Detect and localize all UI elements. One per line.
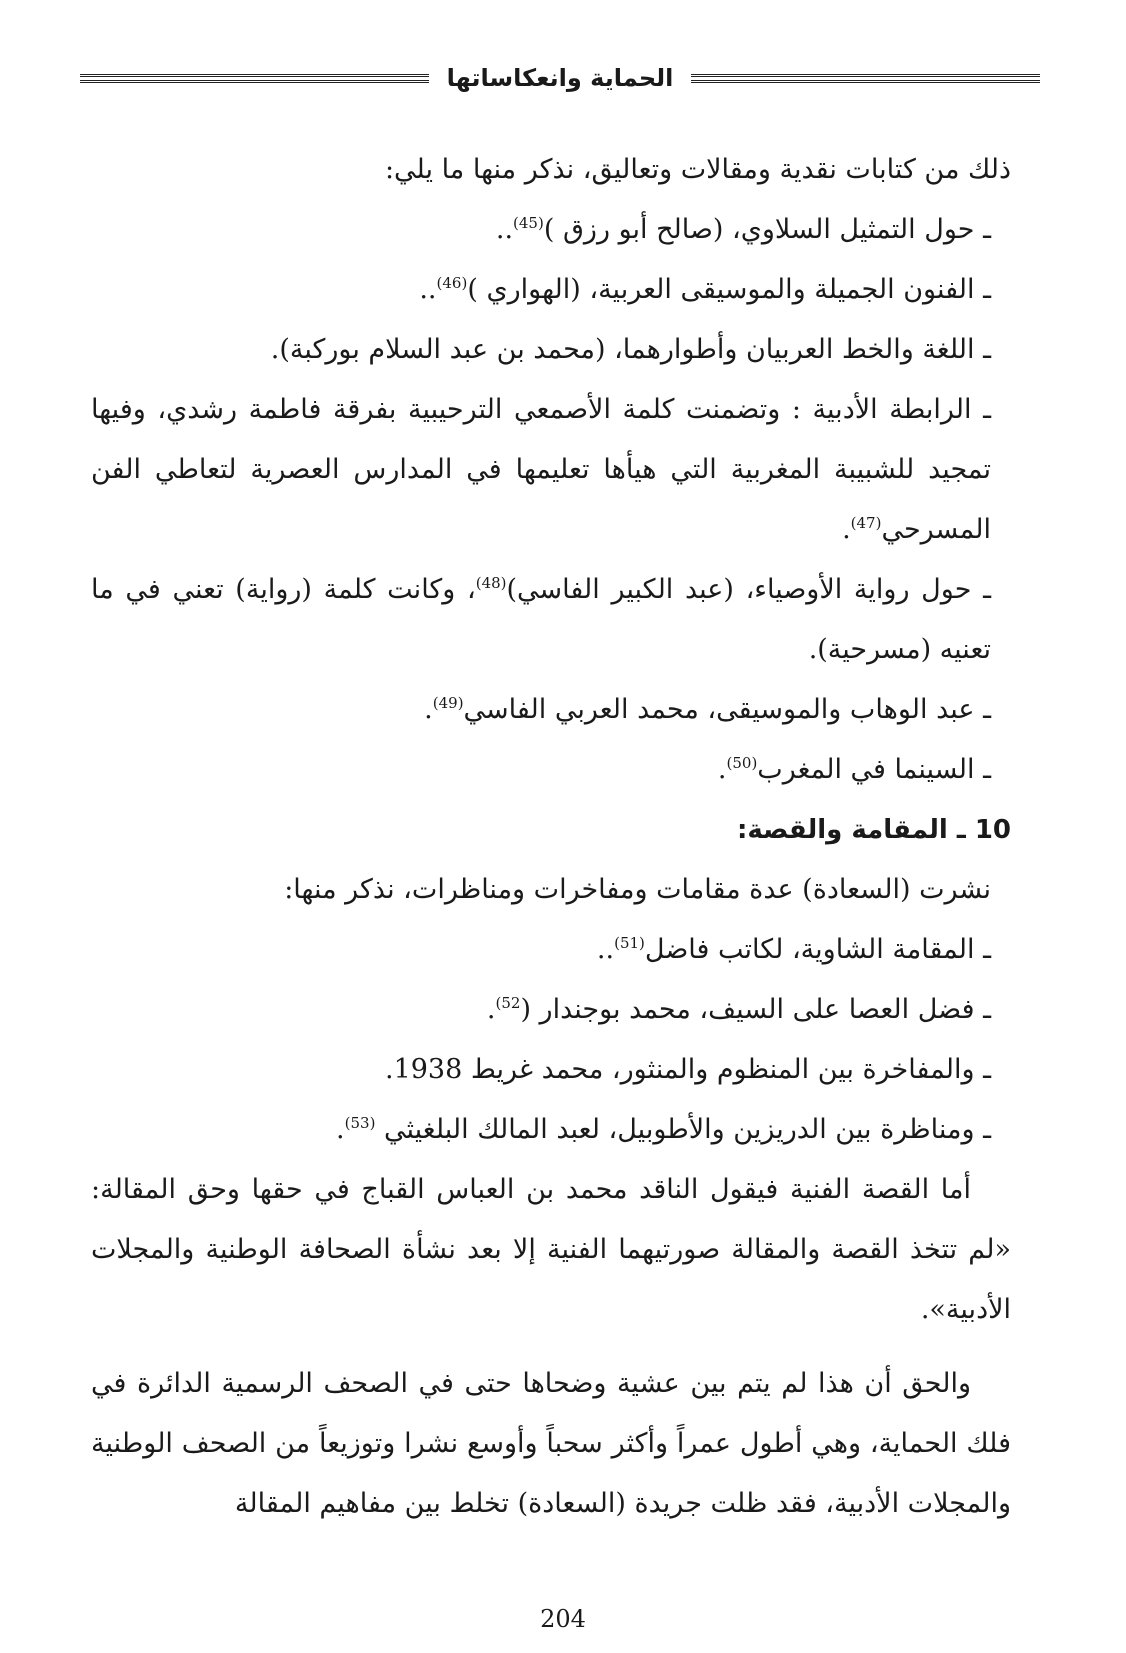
item-text: ـ المقامة الشاوية، لكاتب فاضل bbox=[644, 934, 991, 965]
section-heading: 10 ـ المقامة والقصة: bbox=[736, 815, 1011, 845]
list-item: ـ والمفاخرة بين المنظوم والمنثور، محمد غريط 1938. bbox=[384, 1054, 991, 1085]
footnote-ref: (53) bbox=[344, 1114, 376, 1132]
item-punct: . bbox=[336, 1114, 345, 1145]
paragraph: والحق أن هذا لم يتم بين عشية وضحاها حتى في الصحف الرسمية الدائرة في فلك الحماية، وهي أطول عمراً وأكثر سحباً وأوسع نشرا وتوزيعاً من الصحف الوطنية والمجلات الأدبية، فقد ظلت جريدة (السعادة) تخلط بين مفاهيم المقالة bbox=[91, 1368, 1011, 1519]
body-text bbox=[91, 140, 1011, 1534]
item-text: ـ عبد الوهاب والموسيقى، محمد العربي الفاسي bbox=[463, 694, 991, 725]
page-number: 204 bbox=[540, 1605, 586, 1633]
item-punct: . bbox=[486, 994, 496, 1025]
list-item bbox=[91, 560, 1011, 680]
list-item bbox=[91, 200, 1011, 260]
item-text: ـ الفنون الجميلة والموسيقى العربية، (الهواري ) bbox=[467, 274, 991, 305]
item-text-cont: ، وكانت كلمة (رواية) تعني في ما تعنيه (مسرحية). bbox=[91, 574, 991, 665]
header-rule-left bbox=[80, 74, 429, 83]
footnote-ref: (49) bbox=[432, 694, 464, 712]
item-punct: . bbox=[842, 514, 851, 545]
list-item bbox=[91, 680, 1011, 740]
item-punct: .. bbox=[495, 214, 514, 245]
footnote-ref: (45) bbox=[513, 214, 544, 232]
item-text: ـ الرابطة الأدبية : وتضمنت كلمة الأصمعي الترحيبية بفرقة فاطمة رشدي، وفيها تمجيد للشبيبة المغربية التي هيأها تعليمها في المدارس العصرية لتعاطي الفن المسرحي bbox=[91, 394, 991, 545]
item-text: ـ حول التمثيل السلاوي، (صالح أبو رزق ) bbox=[543, 214, 991, 245]
running-header bbox=[80, 58, 1040, 98]
item-punct: . bbox=[424, 694, 433, 725]
footnote-ref: 52) bbox=[495, 994, 521, 1012]
list-item: ـ اللغة والخط العربيان وأطوارهما، (محمد بن عبد السلام بوركبة). bbox=[270, 334, 991, 365]
list-item bbox=[91, 260, 1011, 320]
item-punct: .. bbox=[419, 274, 437, 305]
list-item bbox=[91, 1100, 1011, 1160]
footnote-ref: (48) bbox=[475, 574, 507, 592]
footnote-ref: (51) bbox=[614, 934, 645, 952]
list-item bbox=[91, 920, 1011, 980]
list-item bbox=[91, 740, 1011, 800]
item-punct: . bbox=[717, 754, 727, 785]
running-title: الحماية وانعكاساتها bbox=[446, 64, 674, 92]
item-text: ـ حول رواية الأوصياء، (عبد الكبير الفاسي) bbox=[506, 574, 991, 605]
item-text: ـ فضل العصا على السيف، محمد بوجندار ( bbox=[520, 994, 991, 1025]
paragraph: نشرت (السعادة) عدة مقامات ومفاخرات ومناظرات، نذكر منها: bbox=[284, 874, 991, 905]
paragraph: ذلك من كتابات نقدية ومقالات وتعاليق، نذكر منها ما يلي: bbox=[384, 154, 1011, 185]
item-text: ـ ومناظرة بين الدريزين والأطوبيل، لعبد المالك البلغيثي bbox=[375, 1114, 991, 1145]
footnote-ref: (50) bbox=[726, 754, 758, 772]
item-punct: .. bbox=[596, 934, 615, 965]
list-item bbox=[91, 380, 1011, 560]
item-text: ـ السينما في المغرب bbox=[757, 754, 991, 785]
list-item bbox=[91, 980, 1011, 1040]
footnote-ref: (47) bbox=[850, 514, 882, 532]
paragraph: أما القصة الفنية فيقول الناقد محمد بن العباس القباج في حقها وحق المقالة: «لم تتخذ القصة والمقالة صورتيهما الفنية إلا بعد نشأة الصحافة الوطنية والمجلات الأدبية». bbox=[91, 1174, 1011, 1325]
header-rule-right bbox=[691, 74, 1040, 83]
footnote-ref: (46) bbox=[436, 274, 468, 292]
